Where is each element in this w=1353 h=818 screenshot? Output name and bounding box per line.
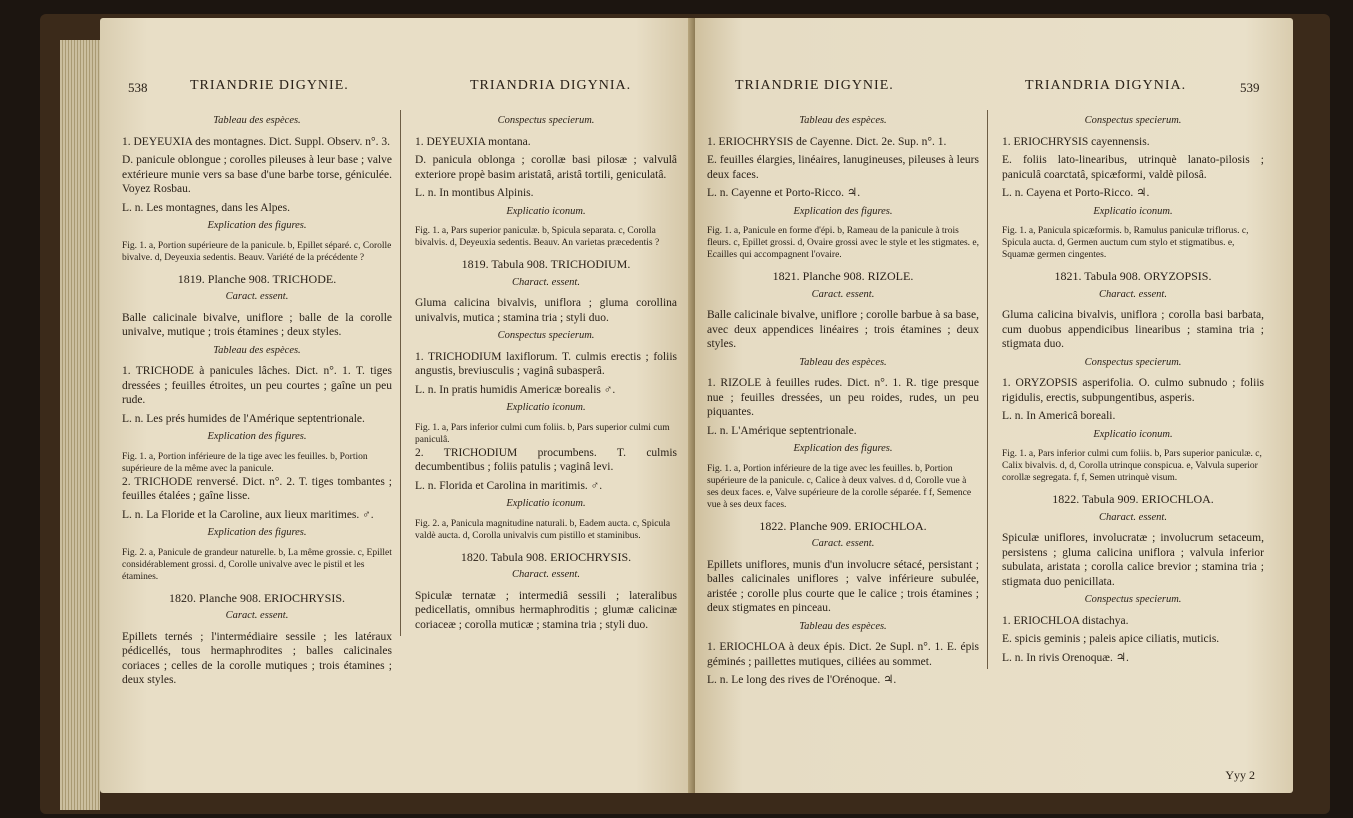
page-edges bbox=[60, 40, 100, 810]
section-caption: Charact. essent. bbox=[1099, 288, 1167, 300]
plate-heading: 1819. Tabula 908. TRICHODIUM. bbox=[461, 257, 631, 271]
paragraph: 1. TRICHODIUM laxiflorum. T. culmis erectis ; foliis angustis, breviusculis ; vaginâ subasperâ. bbox=[415, 350, 677, 377]
section-caption: Explication des figures. bbox=[793, 443, 893, 454]
section-caption: Tableau des espèces. bbox=[213, 344, 301, 356]
paragraph: Balle calicinale bivalve, uniflore ; corolle barbue à sa base, avec deux appendices linéaires ; trois étamines ; deux styles. bbox=[707, 309, 979, 350]
running-head-la: TRIANDRIA DIGYNIA. bbox=[1025, 78, 1187, 93]
plate-heading: 1820. Planche 908. ERIOCHRYSIS. bbox=[168, 590, 345, 605]
section-caption: Caract. essent. bbox=[811, 538, 875, 549]
right-page bbox=[695, 18, 1293, 793]
left-page-header bbox=[100, 78, 695, 100]
paragraph: E. foliis lato-linearibus, utrinquè lanato-pilosis ; paniculâ coarctatâ, spicæformi, valdè pilosâ. bbox=[1002, 154, 1264, 181]
running-head-fr: TRIANDRIE DIGYNIE. bbox=[190, 78, 349, 93]
signature-mark: Yyy 2 bbox=[1225, 768, 1255, 782]
running-head-la: TRIANDRIA DIGYNIA. bbox=[470, 78, 632, 93]
figure-explanation: Fig. 1. a, Pars inferior culmi cum foliis. b, Pars superior culmi cum paniculâ. bbox=[415, 422, 670, 445]
figure-explanation: Fig. 2. a, Panicula magnitudine naturali. b, Eadem aucta. c, Spicula valdè aucta. d, Corolla univalvis cum pistillo et staminibus. bbox=[415, 518, 671, 541]
paragraph: L. n. Cayenne et Porto-Ricco. ♃. bbox=[707, 187, 861, 199]
section-caption: Tableau des espèces. bbox=[213, 115, 301, 126]
paragraph: L. n. Cayena et Porto-Ricco. ♃. bbox=[1002, 187, 1150, 199]
section-caption: Caract. essent. bbox=[225, 610, 289, 621]
section-caption: Explication des figures. bbox=[793, 205, 893, 217]
section-caption: Conspectus specierum. bbox=[1084, 115, 1182, 126]
figure-explanation: Fig. 1. a, Portion inférieure de la tige avec les feuilles. b, Portion supérieure de la même avec la panicule. bbox=[122, 451, 368, 474]
left-page bbox=[100, 18, 695, 793]
paragraph: 1. ERIOCHRYSIS de Cayenne. Dict. 2e. Sup. n°. 1. bbox=[707, 135, 947, 148]
section-caption: Explicatio iconum. bbox=[506, 205, 586, 217]
paragraph: 1. TRICHODE à panicules lâches. Dict. n°. 1. T. tiges dressées ; feuilles étroites, un peu courtes ; gaîne un peu rude. bbox=[122, 365, 392, 406]
section-caption: Charact. essent. bbox=[512, 569, 580, 580]
paragraph: D. panicula oblonga ; corollæ basi pilosæ ; valvulâ exteriore propè basim aristatâ, aristâ tortili, geniculatâ. bbox=[415, 154, 677, 181]
section-caption: Tableau des espèces. bbox=[799, 115, 887, 126]
right-page-header bbox=[695, 78, 1293, 100]
paragraph: Balle calicinale bivalve, uniflore ; balle de la corolle univalve, mutique ; trois étamines ; deux styles. bbox=[122, 311, 392, 338]
section-caption: Explicatio iconum. bbox=[506, 402, 586, 413]
section-caption: Conspectus specierum. bbox=[1084, 356, 1182, 368]
section-caption: Conspectus specierum. bbox=[497, 115, 595, 126]
figure-explanation: Fig. 1. a, Portion inférieure de la tige avec les feuilles. b, Portion supérieure de la panicule. c, Calice à deux valves. d d, Corolle vue à ses deux faces. e, Valve supérieure de la corolle séparée. f f, Semence vue à ses deux faces. bbox=[707, 463, 972, 510]
paragraph: 1. ERIOCHRYSIS cayennensis. bbox=[1002, 135, 1150, 148]
plate-heading: 1822. Tabula 909. ERIOCHLOA. bbox=[1052, 492, 1214, 506]
section-caption: Explicatio iconum. bbox=[1093, 205, 1173, 217]
paragraph: 1. ERIOCHLOA à deux épis. Dict. 2e Supl. n°. 1. E. épis géminés ; paillettes mutiques, ciliées au sommet. bbox=[707, 641, 979, 668]
paragraph: L. n. Le long des rives de l'Orénoque. ♃. bbox=[707, 674, 897, 686]
paragraph: Gluma calicina bivalvis, uniflora ; corolla basi barbata, cum duobus appendicibus linearibus ; stamina tria ; stigmata duo. bbox=[1002, 309, 1264, 350]
section-caption: Explication des figures. bbox=[207, 431, 307, 442]
paragraph: L. n. In montibus Alpinis. bbox=[415, 187, 534, 199]
section-caption: Explication des figures. bbox=[207, 220, 307, 231]
figure-explanation: Fig. 1. a, Pars inferior culmi cum foliis. b, Pars superior paniculæ. c, Calix bivalvis. d, d, Corolla utrinque conspicua. e, Valvula superior corollæ segregata. f, f, Semen utrinquè visum. bbox=[1002, 449, 1262, 483]
paragraph: D. panicule oblongue ; corolles pileuses à leur base ; valve extérieure munie vers sa base d'une barbe torse, géniculée. Voyez Rosbau. bbox=[122, 154, 392, 195]
section-caption: Caract. essent. bbox=[225, 291, 289, 302]
paragraph: L. n. La Floride et la Caroline, aux lieux maritimes. ♂. bbox=[122, 508, 374, 521]
paragraph: Spiculæ ternatæ ; intermediâ sessili ; lateralibus pedicellatis, omnibus hermaphroditis ; glumæ calicinæ coriaceæ ; corolla muticæ ; stamina tria ; styli duo. bbox=[415, 589, 677, 631]
paragraph: 1. ERIOCHLOA distachya. bbox=[1002, 614, 1129, 627]
column-french bbox=[707, 110, 979, 692]
paragraph: 1. ORYZOPSIS asperifolia. O. culmo subnudo ; foliis rigidulis, erectis, subpungentibus, asperis. bbox=[1002, 377, 1264, 404]
section-caption: Tableau des espèces. bbox=[799, 620, 887, 632]
figure-explanation: Fig. 2. a, Panicule de grandeur naturelle. b, La même grossie. c, Epillet considérablement grossi. d, Corolle univalve avec le pistil et les étamines. bbox=[122, 547, 392, 582]
paragraph: Epillets ternés ; l'intermédiaire sessile ; les latéraux pédicellés, tous hermaphrodites ; balles calicinales coriaces ; celles de la corolle mutiques ; trois étamines ; deux styles. bbox=[122, 630, 392, 686]
section-caption: Charact. essent. bbox=[1099, 511, 1167, 523]
plate-heading: 1821. Tabula 908. ORYZOPSIS. bbox=[1054, 269, 1212, 283]
plate-heading: 1820. Tabula 908. ERIOCHRYSIS. bbox=[460, 549, 632, 564]
figure-explanation: Fig. 1. a, Portion supérieure de la panicule. b, Epillet séparé. c, Corolle bivalve. d, Deyeuxia sedentis. Beauv. Variété de la précédente ? bbox=[122, 240, 392, 263]
column-latin bbox=[987, 110, 1264, 669]
section-caption: Tableau des espèces. bbox=[799, 356, 887, 368]
paragraph: L. n. Florida et Carolina in maritimis. ♂. bbox=[415, 479, 603, 492]
paragraph: 2. TRICHODIUM procumbens. T. culmis decumbentibus ; foliis patulis ; vaginâ levi. bbox=[415, 446, 677, 473]
figure-explanation: Fig. 1. a, Panicule en forme d'épi. b, Rameau de la panicule à trois fleurs. c, Epillet grossi. d, Ovaire grossi avec le style et les stigmates. e, Ecailles qui accompagnent l'ovaire. bbox=[707, 226, 979, 260]
column-french bbox=[122, 110, 392, 692]
paragraph: 2. TRICHODE renversé. Dict. n°. 2. T. tiges tombantes ; feuilles étalées ; gaîne lisse. bbox=[122, 475, 392, 502]
paragraph: L. n. Les montagnes, dans les Alpes. bbox=[122, 201, 291, 214]
paragraph: E. spicis geminis ; paleis apice ciliatis, muticis. bbox=[1002, 633, 1220, 645]
paragraph: 1. DEYEUXIA des montagnes. Dict. Suppl. Observ. n°. 3. bbox=[122, 135, 391, 148]
figure-explanation: Fig. 1. a, Panicula spicæformis. b, Ramulus paniculæ triflorus. c, Spicula aucta. d, Germen auctum cum stylo et stigmatibus. e, Squamæ germen cingentes. bbox=[1002, 226, 1249, 260]
section-caption: Charact. essent. bbox=[512, 276, 580, 288]
plate-heading: 1822. Planche 909. ERIOCHLOA. bbox=[759, 518, 927, 533]
paragraph: L. n. In Americâ boreali. bbox=[1002, 410, 1116, 422]
paragraph: E. feuilles élargies, linéaires, lanugineuses, pileuses à leurs deux faces. bbox=[707, 154, 979, 181]
column-latin bbox=[400, 110, 677, 636]
section-caption: Conspectus specierum. bbox=[497, 330, 595, 341]
page-number: 539 bbox=[1240, 80, 1260, 95]
running-head-fr: TRIANDRIE DIGYNIE. bbox=[735, 78, 894, 93]
paragraph: 1. DEYEUXIA montana. bbox=[415, 135, 531, 148]
paragraph: L. n. L'Amérique septentrionale. bbox=[707, 424, 857, 437]
paragraph: Epillets uniflores, munis d'un involucre sétacé, persistant ; balles calicinales uniflores ; valve inférieure subulée, aristée ; corolle plus courte que le calice ; trois étamines ; deux stigmates en pinceau. bbox=[707, 558, 979, 614]
section-caption: Explication des figures. bbox=[207, 527, 307, 538]
paragraph: Gluma calicina bivalvis, uniflora ; gluma corollina univalvis, mutica ; stamina tria ; styli duo. bbox=[415, 297, 677, 324]
paragraph: 1. RIZOLE à feuilles rudes. Dict. n°. 1. R. tige presque nue ; feuilles dressées, un peu roides, rudes, un peu piquantes. bbox=[707, 377, 979, 418]
section-caption: Explicatio iconum. bbox=[506, 498, 586, 509]
plate-heading: 1821. Planche 908. RIZOLE. bbox=[772, 269, 914, 283]
paragraph: Spiculæ uniflores, involucratæ ; involucrum setaceum, persistens ; gluma calicina uniflora ; valvula inferior subulata, aristata ; corolla calice brevior ; stamina tria ; stigmata duo penicillata. bbox=[1002, 532, 1264, 588]
figure-explanation: Fig. 1. a, Pars superior paniculæ. b, Spicula separata. c, Corolla bivalvis. d, Deyeuxia sedentis. Beauv. An varietas præcedentis ? bbox=[415, 226, 660, 248]
section-caption: Conspectus specierum. bbox=[1084, 594, 1182, 605]
plate-heading: 1819. Planche 908. TRICHODE. bbox=[177, 271, 337, 286]
section-caption: Caract. essent. bbox=[811, 288, 875, 300]
section-caption: Explicatio iconum. bbox=[1093, 428, 1173, 440]
paragraph: L. n. In rivis Orenoquæ. ♃. bbox=[1002, 651, 1129, 664]
page-number: 538 bbox=[128, 80, 148, 95]
paragraph: L. n. Les prés humides de l'Amérique septentrionale. bbox=[122, 412, 365, 425]
paragraph: L. n. In pratis humidis Americæ borealis ♂. bbox=[415, 383, 616, 396]
